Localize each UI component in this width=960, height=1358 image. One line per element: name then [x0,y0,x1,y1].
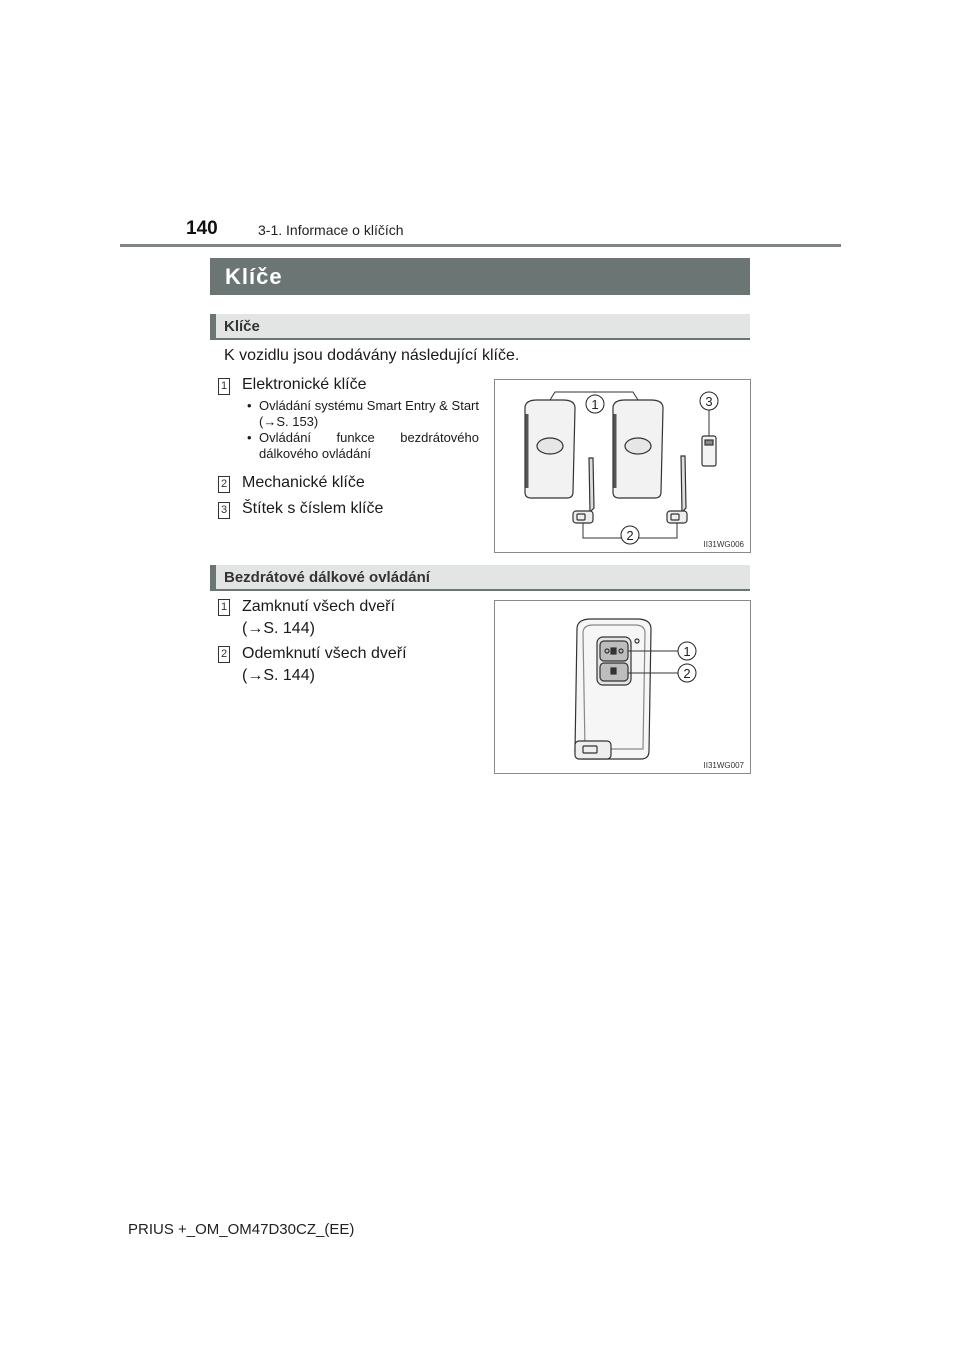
item-number: 1 [218,378,230,395]
list-item-unlock-all-ref: (→S. 144) [242,667,315,684]
bullet-list [247,398,479,462]
list-item-lock-all-ref: (→S. 144) [242,620,315,637]
list-item-lock-all-text: Zamknutí všech dveří [242,598,395,615]
callout-3: 3 [705,394,713,409]
list-item-lock-all [242,596,395,640]
list-item-electronic-keys: Elektronické klíče [242,376,367,393]
header-rule [120,244,841,247]
item-number: 1 [218,599,230,616]
running-header: 3-1. Informace o klíčích [258,222,404,238]
item-number: 2 [218,476,230,493]
figure-id: II31WG006 [703,540,744,549]
intro-text: K vozidlu jsou dodávány následující klíče. [224,347,520,364]
section-heading-keys [210,314,750,340]
keys-illustration [495,380,750,552]
section-heading-remote [210,565,750,591]
item-number: 2 [218,646,230,663]
section-heading-remote-text: Bezdrátové dálkové ovládání [224,569,430,586]
callout-2: 2 [626,528,634,543]
page-number: 140 [186,218,218,239]
figure-keys [494,379,751,553]
footer-doc-id: PRIUS +_OM_OM47D30CZ_(EE) [128,1221,355,1238]
list-item-unlock-all-text: Odemknutí všech dveří [242,645,407,662]
callout-1: 1 [683,644,691,659]
bullet-item: • Ovládání funkce bezdrátového dálkového ovládání [247,430,479,462]
callout-2: 2 [683,666,691,681]
list-item-key-number-tag: Štítek s číslem klíče [242,500,384,517]
figure-remote [494,600,751,774]
remote-illustration [495,601,750,773]
callout-1: 1 [591,397,599,412]
list-item-mechanical-keys: Mechanické klíče [242,474,365,491]
section-heading-keys-text: Klíče [224,318,260,335]
figure-id: II31WG007 [703,761,744,770]
item-number: 3 [218,502,230,519]
bullet-item: • Ovládání systému Smart Entry & Start (→S. 153) [247,398,479,430]
page-title: Klíče [210,258,750,295]
list-item-unlock-all [242,643,407,687]
